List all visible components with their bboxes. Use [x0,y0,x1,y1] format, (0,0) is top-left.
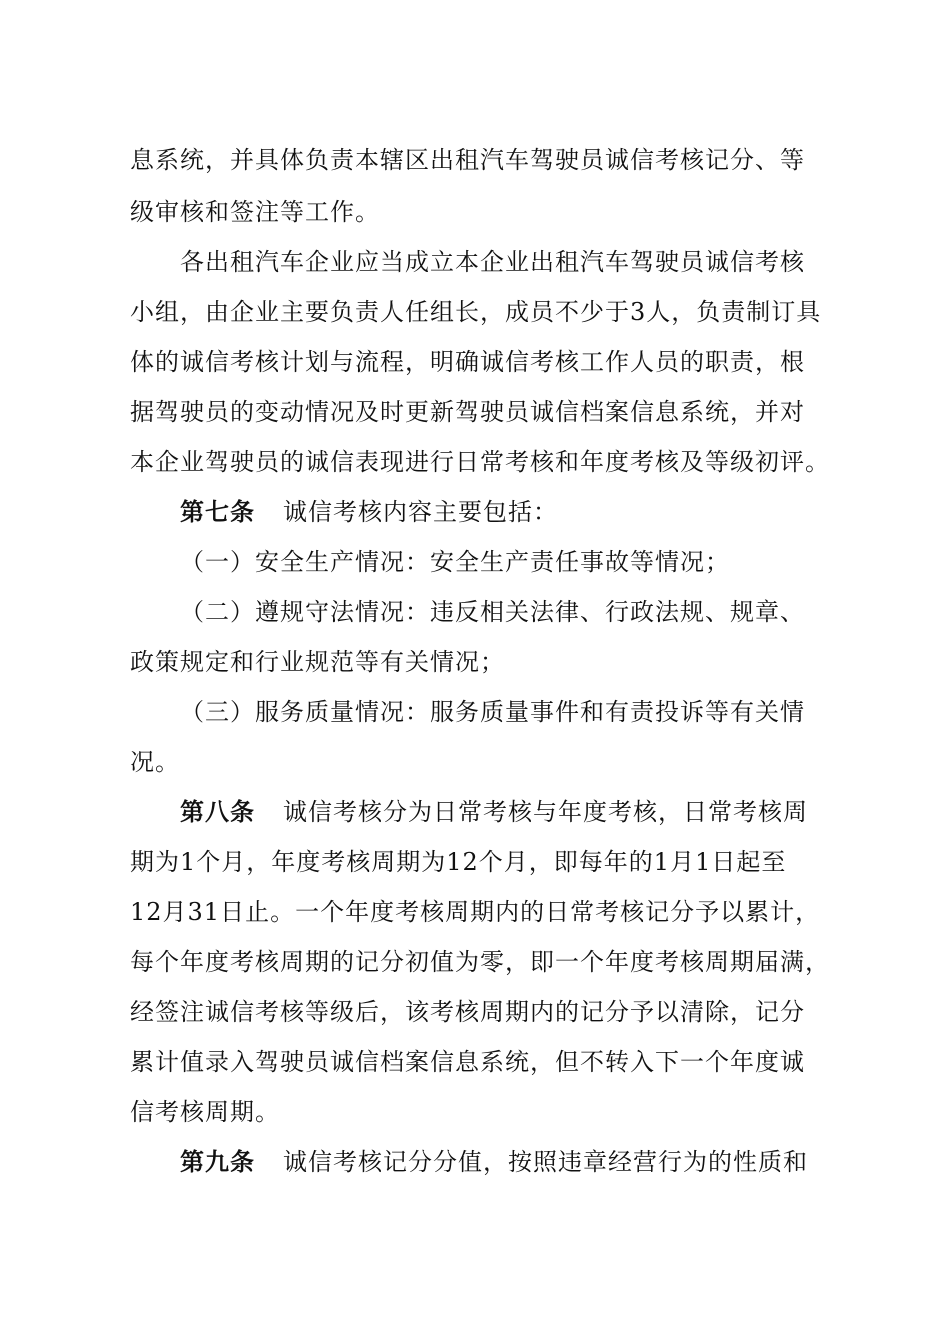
article-heading: 第八条 [180,797,255,826]
text-line: 政策规定和行业规范等有关情况； [130,648,505,676]
article-heading: 第九条 [180,1147,255,1176]
text-line: 期为1个月，年度考核周期为12个月，即每年的1月1日起至 [130,848,787,876]
text-line: 每个年度考核周期的记分初值为零，即一个年度考核周期届满， [130,948,830,976]
list-item-line: （二）遵规守法情况：违反相关法律、行政法规、规章、 [180,598,805,626]
text-line: 级审核和签注等工作。 [130,198,380,226]
list-item-line: （一）安全生产情况：安全生产责任事故等情况； [180,548,730,576]
text-line: 息系统，并具体负责本辖区出租汽车驾驶员诚信考核记分、等 [130,146,805,174]
article-9-line: 第九条 诚信考核记分分值，按照违章经营行为的性质和 [180,1147,808,1176]
text-line: 据驾驶员的变动情况及时更新驾驶员诚信档案信息系统，并对 [130,398,805,426]
list-item-line: （三）服务质量情况：服务质量事件和有责投诉等有关情 [180,698,805,726]
text-line: 小组，由企业主要负责人任组长，成员不少于3人，负责制订具 [130,298,822,326]
article-heading: 第七条 [180,497,255,526]
text-line: 本企业驾驶员的诚信表现进行日常考核和年度考核及等级初评。 [130,448,830,476]
article-7-line: 第七条 诚信考核内容主要包括： [180,497,558,526]
article-8-line: 第八条 诚信考核分为日常考核与年度考核，日常考核周 [180,797,808,826]
text-line: 累计值录入驾驶员诚信档案信息系统，但不转入下一个年度诚 [130,1048,805,1076]
text-line: 况。 [130,748,180,776]
text-line: 信考核周期。 [130,1098,280,1126]
text-line: 体的诚信考核计划与流程，明确诚信考核工作人员的职责，根 [130,348,805,376]
text-line: 12月31日止。一个年度考核周期内的日常考核记分予以累计， [130,898,821,926]
paragraph-first-line: 各出租汽车企业应当成立本企业出租汽车驾驶员诚信考核 [180,248,805,276]
text-line: 经签注诚信考核等级后，该考核周期内的记分予以清除，记分 [130,998,805,1026]
